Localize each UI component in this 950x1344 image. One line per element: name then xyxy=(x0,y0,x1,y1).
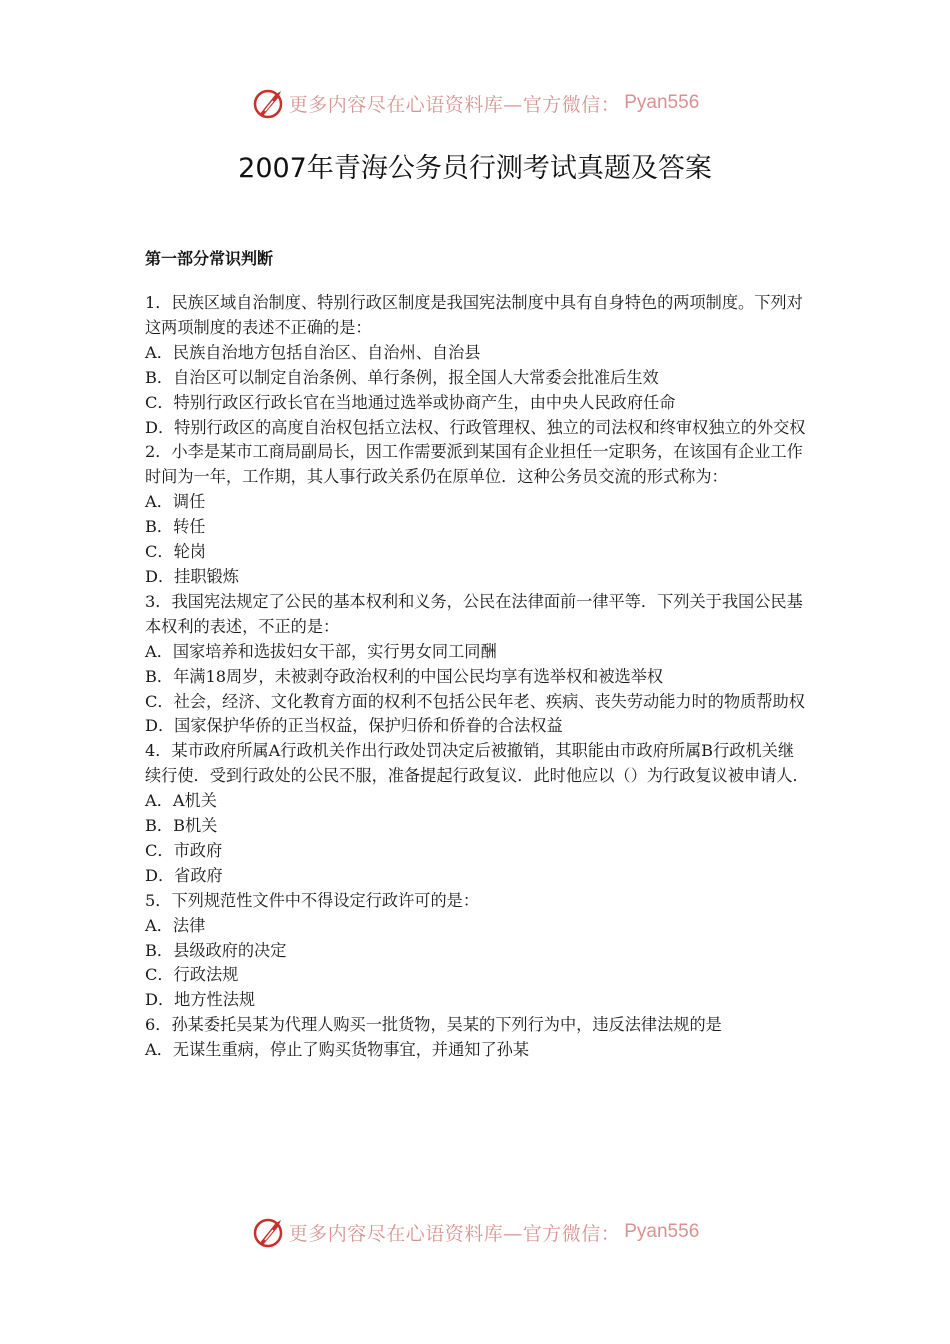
answer-option: D．地方性法规 xyxy=(145,990,256,1010)
answer-option: A．民族自治地方包括自治区、自治州、自治县 xyxy=(145,342,481,362)
question-text: 5．下列规范性文件中不得设定行政许可的是： xyxy=(145,890,480,910)
answer-option: A．A机关 xyxy=(145,791,217,811)
pen-nib-logo-icon xyxy=(251,85,287,121)
answer-option: C．社会，经济、文化教育方面的权利不包括公民年老、疾病、丧失劳动能力时的物质帮助权 xyxy=(145,691,805,711)
document-title: 2007年青海公务员行测考试真题及答案 xyxy=(238,153,712,184)
answer-option: C．市政府 xyxy=(145,840,223,860)
question-text: 1．民族区域自治制度、特别行政区制度是我国宪法制度中具有自身特色的两项制度。下列对这两项制度的表述不正确的是： xyxy=(145,293,803,337)
answer-option: D．国家保护华侨的正当权益，保护归侨和侨眷的合法权益 xyxy=(145,716,563,736)
watermark-text: 更多内容尽在心语资料库—官方微信： xyxy=(288,93,621,116)
answer-option: A．无谋生重病，停止了购买货物事宜，并通知了孙某 xyxy=(145,1040,530,1060)
answer-option: B．转任 xyxy=(145,517,206,537)
section-heading: 第一部分常识判断 xyxy=(145,249,274,268)
header-watermark xyxy=(0,83,950,123)
answer-option: B．年满18周岁，未被剥夺政治权利的中国公民均享有选举权和被选举权 xyxy=(145,666,664,686)
answer-option: C．特别行政区行政长官在当地通过选举或协商产生，由中央人民政府任命 xyxy=(145,392,676,412)
question-text: 6．孙某委托吴某为代理人购买一批货物，吴某的下列行为中，违反法律法规的是 xyxy=(145,1015,722,1035)
watermark-text: 更多内容尽在心语资料库—官方微信： xyxy=(288,1222,621,1245)
answer-option: B．县级政府的决定 xyxy=(145,940,287,960)
answer-option: B．B机关 xyxy=(145,816,218,836)
question-text: 3．我国宪法规定了公民的基本权利和义务，公民在法律面前一律平等．下列关于我国公民基本权利的表述，不正的是： xyxy=(145,591,803,636)
question-list xyxy=(145,291,810,1063)
answer-option: D．省政府 xyxy=(145,865,223,885)
answer-option: A．法律 xyxy=(145,915,206,935)
answer-option: D．特别行政区的高度自治权包括立法权、行政管理权、独立的司法权和终审权独立的外交权 xyxy=(145,417,806,437)
answer-option: A．调任 xyxy=(145,492,206,512)
answer-option: A．国家培养和选拔妇女干部，实行男女同工同酬 xyxy=(145,641,497,661)
answer-option: C．行政法规 xyxy=(145,965,239,985)
question-text: 4．某市政府所属A行政机关作出行政处罚决定后被撤销，其职能由市政府所属B行政机关继续行使．受到行政处的公民不服，准备提起行政复议．此时他应以（）为行政复议被申请人． xyxy=(145,741,809,786)
watermark-wechat-id: Pyan556 xyxy=(624,1221,700,1242)
answer-option: B．自治区可以制定自治条例、单行条例，报全国人大常委会批准后生效 xyxy=(145,367,659,387)
pen-nib-logo-icon xyxy=(251,1214,287,1250)
answer-option: C．轮岗 xyxy=(145,542,206,562)
answer-option: D．挂职锻炼 xyxy=(145,566,239,586)
question-text: 2．小李是某市工商局副局长，因工作需要派到某国有企业担任一定职务，在该国有企业工作时间为一年，工作期，其人事行政关系仍在原单位．这种公务员交流的形式称为： xyxy=(145,442,803,487)
watermark-wechat-id: Pyan556 xyxy=(624,92,700,113)
footer-watermark xyxy=(0,1212,950,1252)
